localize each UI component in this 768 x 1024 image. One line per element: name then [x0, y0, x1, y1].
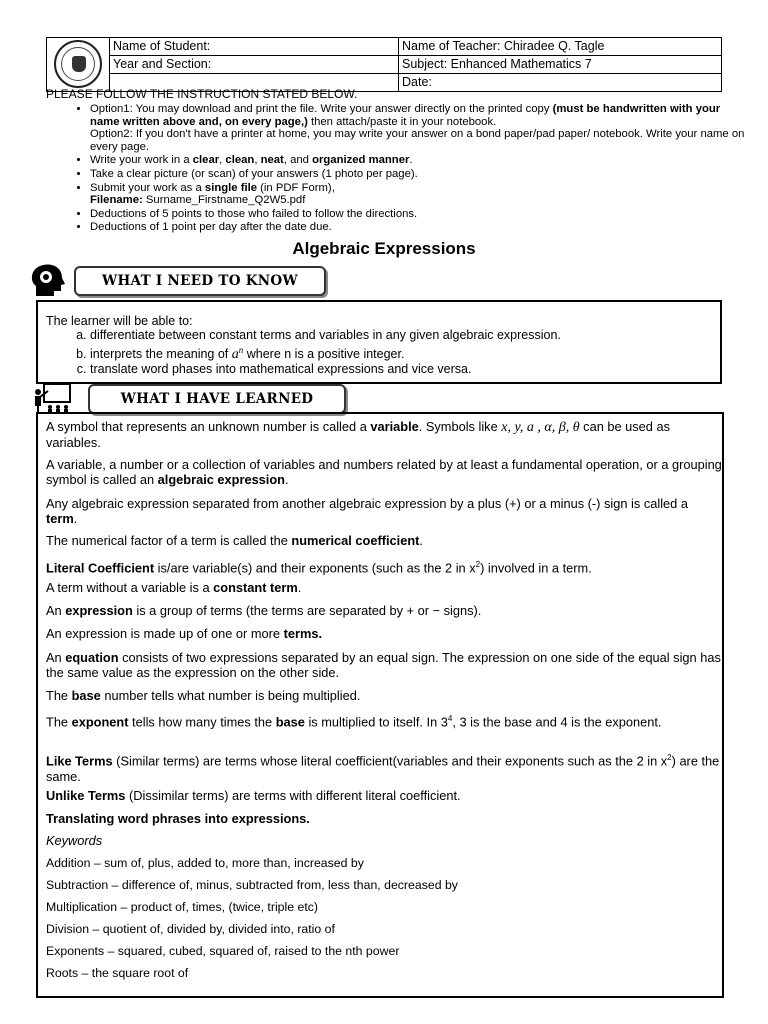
paragraph-exponent: The exponent tells how many times the base is multiplied to itself. In $3^4$, 3 is the base and 4 is the exponent. [46, 714, 662, 730]
teacher-name-cell: Name of Teacher: Chiradee Q. Tagle [399, 38, 722, 56]
paragraph-terms: An expression is made up of one or more terms. [46, 626, 323, 641]
keyword-subtraction: Subtraction – difference of, minus, subtracted from, less than, decreased by [46, 878, 458, 892]
keyword-roots: Roots – the square root of [46, 966, 189, 980]
instruction-item: • Deductions of 5 points to those who failed to follow the directions. [90, 208, 750, 221]
school-seal-icon [54, 40, 102, 88]
instruction-item: • Deductions of 1 point per day after the date due. [90, 221, 750, 234]
objectives-list [46, 328, 561, 377]
date-cell: Date: [399, 74, 722, 92]
instruction-item: • Take a clear picture (or scan) of your answers (1 photo per page). [90, 168, 750, 181]
paragraph-algebraic-expression: A variable, a number or a collection of variables and numbers related by at least a fundamental operation, or a grouping symbol is called an algebraic expression. [46, 457, 722, 488]
page-title: Algebraic Expressions [292, 239, 476, 258]
section-banner-have-learned: WHAT I HAVE LEARNED [88, 384, 346, 414]
paragraph-equation: An equation consists of two expressions separated by an equal sign. The expression on one side of the equal sign has the same value as the expression on the other side. [46, 650, 721, 681]
paragraph-variable: A symbol that represents an unknown number is called a variable. Symbols like x, y, a , α, β, θ can be used as variables. [46, 419, 670, 451]
paragraph-translating-heading: Translating word phrases into expressions. [46, 811, 310, 826]
section-banner-need-to-know: WHAT I NEED TO KNOW [74, 266, 326, 296]
instruction-item: • Option1: You may download and print the file. Write your answer directly on the printed copy (must be handwritten with your name written above and, on every page,) then attach/paste it in your notebook. Option2: If you don't have a printer at home, you may write your answer on a bond paper/pad paper/ notebook. Write your name on every page. [90, 103, 750, 153]
paragraph-numerical-coefficient: The numerical factor of a term is called the numerical coefficient. [46, 533, 423, 548]
paragraph-term: Any algebraic expression separated from another algebraic expression by a plus (+) or a minus (-) sign is called a term. [46, 496, 688, 527]
year-section-cell: Year and Section: [110, 56, 399, 74]
objective-item: a. differentiate between constant terms and variables in any given algebraic expression. [90, 328, 561, 343]
head-gear-icon [28, 262, 70, 298]
paragraph-literal-coefficient: Literal Coefficient is/are variable(s) and their exponents (such as the 2 in $x^2$) involved in a term. [46, 560, 592, 576]
paragraph-base: The base number tells what number is being multiplied. [46, 688, 361, 703]
objectives-intro: The learner will be able to: [46, 314, 193, 328]
paragraph-like-terms: Like Terms (Similar terms) are terms whose literal coefficient(variables and their exponents such as the 2 in $x^2$) are the same. [46, 753, 720, 784]
keyword-addition: Addition – sum of, plus, added to, more than, increased by [46, 856, 364, 870]
paragraph-unlike-terms: Unlike Terms (Dissimilar terms) are terms with different literal coefficient. [46, 788, 461, 803]
instructions-heading: PLEASE FOLLOW THE INSTRUCTION STATED BELOW. [46, 87, 358, 101]
header-table [46, 37, 722, 92]
paragraph-expression: An expression is a group of terms (the terms are separated by + or − signs). [46, 603, 482, 618]
instructions-list [70, 103, 750, 235]
keyword-multiplication: Multiplication – product of, times, (twice, triple etc) [46, 900, 318, 914]
instruction-item: • Write your work in a clear, clean, neat, and organized manner. [90, 154, 750, 167]
objective-item: c. translate word phases into mathematical expressions and vice versa. [90, 362, 561, 377]
keyword-division: Division – quotient of, divided by, divided into, ratio of [46, 922, 335, 936]
objective-item: b. interprets the meaning of $a^n$ where n is a positive integer. [90, 343, 561, 362]
school-seal [47, 38, 110, 92]
paragraph-constant-term: A term without a variable is a constant term. [46, 580, 302, 595]
teacher-board-icon [30, 382, 78, 414]
keywords-label: Keywords [46, 833, 103, 848]
keyword-exponents: Exponents – squared, cubed, squared of, raised to the nth power [46, 944, 400, 958]
instruction-item: • Submit your work as a single file (in PDF Form), Filename: Surname_Firstname_Q2W5.pdf [90, 182, 750, 207]
student-name-cell: Name of Student: [110, 38, 399, 56]
subject-cell: Subject: Enhanced Mathematics 7 [399, 56, 722, 74]
